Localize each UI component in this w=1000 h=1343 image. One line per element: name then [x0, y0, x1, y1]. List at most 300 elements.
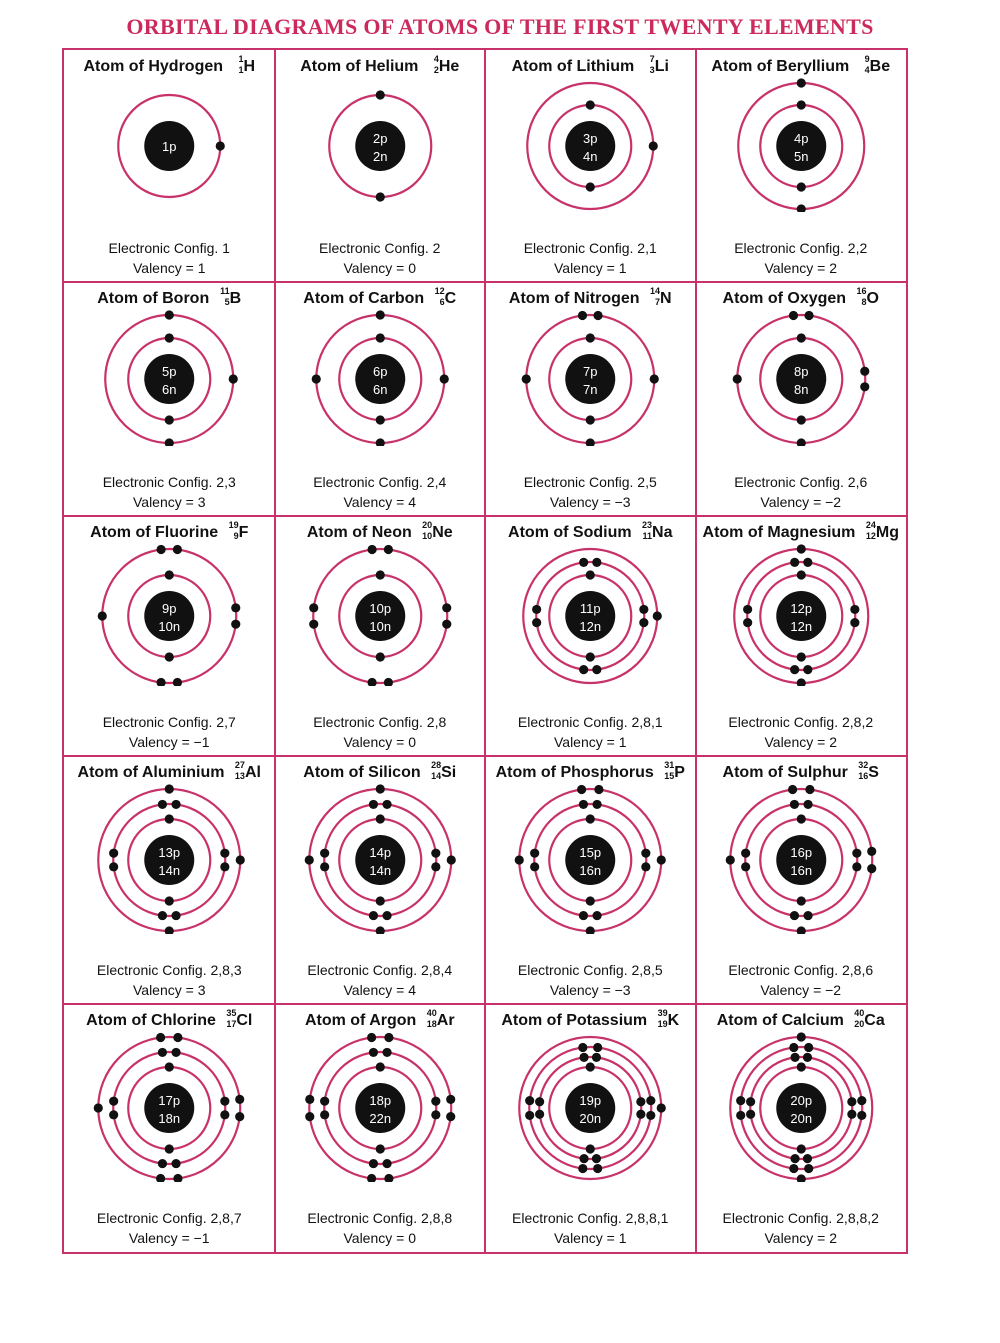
proton-count: 10p: [368, 601, 391, 616]
electron: [725, 855, 734, 864]
electron: [803, 558, 812, 567]
electron: [229, 374, 238, 383]
electron: [367, 678, 376, 686]
electron: [796, 678, 805, 686]
electron: [165, 926, 174, 934]
element-card: [485, 282, 696, 516]
electron: [375, 926, 384, 934]
electron: [796, 896, 805, 905]
electron: [593, 1164, 602, 1173]
element-name: Atom of Calcium: [716, 1012, 849, 1029]
proton-count: 18p: [368, 1093, 391, 1108]
electron: [320, 1110, 329, 1119]
atomic-number: 2: [433, 65, 439, 75]
atom-diagram: [485, 516, 696, 686]
neutron-count: 16n: [789, 863, 812, 878]
electronic-config: Electronic Config. 2,4: [313, 474, 447, 490]
neutron-count: 8n: [793, 382, 808, 397]
electron: [796, 415, 805, 424]
electron: [236, 855, 245, 864]
electron: [320, 1097, 329, 1106]
electron: [235, 1112, 244, 1121]
atom-diagram: [485, 282, 696, 446]
mass-number: 39: [657, 1008, 668, 1018]
atomic-number: 15: [664, 771, 675, 781]
electron: [789, 911, 798, 920]
electron: [641, 849, 650, 858]
electron: [857, 1111, 866, 1120]
electron: [171, 1048, 180, 1057]
element-name: Atom of Nitrogen: [508, 290, 645, 307]
atomic-number: 11: [642, 531, 653, 541]
electron: [847, 1110, 856, 1119]
electron: [803, 911, 812, 920]
valency: Valency = 0: [343, 1230, 416, 1246]
element-name: Atom of Chlorine: [86, 1012, 221, 1029]
element-name: Atom of Fluorine: [90, 524, 223, 541]
mass-number: 27: [234, 760, 245, 770]
electron: [639, 618, 648, 627]
electron: [743, 618, 752, 627]
electron: [592, 558, 601, 567]
neutron-count: 6n: [372, 382, 387, 397]
element-name: Atom of Beryllium: [711, 58, 854, 75]
electron: [579, 1154, 588, 1163]
electron: [311, 374, 320, 383]
element-symbol: H: [243, 58, 256, 75]
electron: [789, 800, 798, 809]
proton-count: 7p: [583, 364, 598, 379]
electronic-config: Electronic Config. 2,8,5: [517, 962, 663, 978]
atom-diagram: [485, 1004, 696, 1182]
valency: Valency = 4: [343, 494, 416, 510]
valency: Valency = 1: [553, 734, 627, 750]
element-symbol: B: [229, 290, 242, 307]
atomic-number: 8: [861, 297, 867, 307]
element-symbol: He: [438, 58, 460, 75]
electron: [594, 785, 603, 794]
element-name: Atom of Carbon: [303, 290, 429, 307]
valency: Valency = 3: [132, 982, 206, 998]
atomic-number: 1: [238, 65, 244, 75]
electron: [578, 1043, 587, 1052]
mass-number: 40: [854, 1008, 865, 1018]
element-name: Atom of Silicon: [303, 764, 426, 781]
electron: [586, 1144, 595, 1153]
electron: [790, 1053, 799, 1062]
electron: [156, 545, 165, 554]
atom-diagram: [275, 516, 486, 686]
electron: [309, 620, 318, 629]
valency: Valency = −2: [760, 494, 842, 510]
element-name: Atom of Magnesium: [702, 524, 860, 541]
electron: [158, 1048, 167, 1057]
electron: [789, 1043, 798, 1052]
electron: [173, 545, 182, 554]
element-symbol: Cl: [236, 1012, 253, 1029]
electron: [235, 1095, 244, 1104]
atom-diagram: [64, 756, 275, 934]
electron: [525, 1096, 534, 1105]
electron: [158, 911, 167, 920]
proton-count: 2p: [372, 131, 387, 146]
electron: [796, 814, 805, 823]
atomic-number: 10: [422, 531, 433, 541]
valency: Valency = 1: [553, 1230, 627, 1246]
atomic-number: 19: [657, 1019, 668, 1029]
electron: [649, 141, 658, 150]
electron: [586, 652, 595, 661]
electron: [305, 1095, 314, 1104]
atomic-number: 16: [858, 771, 869, 781]
element-symbol: Al: [244, 764, 261, 781]
electron: [850, 605, 859, 614]
electron: [796, 570, 805, 579]
proton-count: 15p: [579, 845, 602, 860]
electron: [586, 438, 595, 446]
electron: [579, 911, 588, 920]
electron: [796, 182, 805, 191]
electron: [220, 1110, 229, 1119]
electron: [304, 855, 313, 864]
valency: Valency = 2: [764, 260, 837, 276]
element-card: [696, 756, 907, 1004]
atomic-number: 18: [426, 1019, 437, 1029]
electron: [579, 800, 588, 809]
element-symbol: S: [868, 764, 879, 781]
electronic-config: Electronic Config. 2,3: [102, 474, 236, 490]
electron: [216, 141, 225, 150]
element-name: Atom of Boron: [97, 290, 214, 307]
electron: [592, 1154, 601, 1163]
electron: [431, 1110, 440, 1119]
electron: [431, 862, 440, 871]
mass-number: 11: [220, 286, 230, 296]
electron: [165, 570, 174, 579]
electronic-config: Electronic Config. 2,8,8,1: [512, 1210, 669, 1226]
element-name: Atom of Potassium: [501, 1012, 652, 1029]
neutron-count: 10n: [368, 619, 391, 634]
electron: [796, 1032, 805, 1041]
neutron-count: 22n: [368, 1111, 391, 1126]
electron: [368, 911, 377, 920]
electron: [382, 1048, 391, 1057]
electron: [383, 545, 392, 554]
electron: [579, 1053, 588, 1062]
electron: [787, 785, 796, 794]
electron: [796, 100, 805, 109]
electron: [796, 652, 805, 661]
valency: Valency = −3: [549, 494, 631, 510]
valency: Valency = 1: [132, 260, 206, 276]
electron: [384, 1174, 393, 1182]
electron: [636, 1110, 645, 1119]
electronic-config: Electronic Config. 2,7: [102, 714, 236, 730]
atom-diagram: [485, 756, 696, 934]
atom-diagram: [696, 516, 907, 686]
atomic-number: 12: [865, 531, 876, 541]
electronic-config: Electronic Config. 2,8,8: [307, 1210, 453, 1226]
electron: [586, 926, 595, 934]
element-card: [275, 516, 486, 756]
electron: [636, 1097, 645, 1106]
electron: [165, 333, 174, 342]
proton-count: 8p: [793, 364, 808, 379]
element-card: [275, 756, 486, 1004]
element-card: [696, 516, 907, 756]
electron: [442, 620, 451, 629]
electron: [220, 862, 229, 871]
electron: [439, 374, 448, 383]
electron: [593, 311, 602, 320]
electronic-config: Electronic Config. 2,5: [523, 474, 657, 490]
electron: [368, 1048, 377, 1057]
mass-number: 20: [422, 520, 433, 530]
electron: [158, 800, 167, 809]
electron: [375, 90, 384, 99]
element-card: [275, 282, 486, 516]
element-symbol: Be: [869, 58, 891, 75]
neutron-count: 12n: [579, 619, 602, 634]
mass-number: 40: [426, 1008, 437, 1018]
electron: [736, 1111, 745, 1120]
element-symbol: O: [866, 290, 879, 307]
electron: [530, 849, 539, 858]
proton-count: 4p: [793, 131, 808, 146]
electron: [796, 1144, 805, 1153]
electron: [165, 652, 174, 661]
element-card: [64, 516, 275, 756]
electron: [860, 367, 869, 376]
electron: [165, 1144, 174, 1153]
element-name: Atom of Oxygen: [722, 290, 851, 307]
electron: [802, 1154, 811, 1163]
electron: [375, 192, 384, 201]
mass-number: 35: [226, 1008, 237, 1018]
neutron-count: 14n: [368, 863, 391, 878]
element-name: Atom of Phosphorus: [495, 764, 659, 781]
element-name: Atom of Sulphur: [722, 764, 853, 781]
electron: [746, 1110, 755, 1119]
electron: [804, 1043, 813, 1052]
electron: [579, 558, 588, 567]
electron: [639, 605, 648, 614]
neutron-count: 7n: [583, 382, 598, 397]
valency: Valency = 0: [343, 260, 416, 276]
electron: [646, 1096, 655, 1105]
element-name: Atom of Hydrogen: [83, 58, 228, 75]
electron: [231, 620, 240, 629]
valency: Valency = −2: [760, 982, 842, 998]
atomic-number: 6: [439, 297, 445, 307]
electron: [158, 1159, 167, 1168]
electron: [592, 665, 601, 674]
electronic-config: Electronic Config. 2,8: [313, 714, 447, 730]
electron: [736, 1096, 745, 1105]
electron: [156, 1033, 165, 1042]
electron: [375, 1062, 384, 1071]
electron: [802, 1053, 811, 1062]
electron: [790, 1154, 799, 1163]
proton-count: 19p: [579, 1093, 602, 1108]
valency: Valency = 1: [553, 260, 627, 276]
element-card: [485, 516, 696, 756]
atom-diagram: [64, 516, 275, 686]
neutron-count: 14n: [158, 863, 181, 878]
electronic-config: Electronic Config. 2,8,1: [517, 714, 663, 730]
electron: [532, 618, 541, 627]
electron: [641, 862, 650, 871]
proton-count: 20p: [789, 1093, 812, 1108]
element-name: Atom of Neon: [306, 524, 417, 541]
electron: [790, 665, 799, 674]
electron: [156, 1174, 165, 1182]
element-grid: [62, 48, 908, 1254]
electronic-config: Electronic Config. 2: [319, 240, 441, 256]
element-card: [64, 756, 275, 1004]
neutron-count: 18n: [158, 1111, 181, 1126]
electronic-config: Electronic Config. 2,8,7: [96, 1210, 242, 1226]
element-symbol: Ne: [432, 524, 453, 541]
atomic-number: 4: [864, 65, 870, 75]
electron: [375, 570, 384, 579]
electron: [796, 544, 805, 553]
neutron-count: 12n: [789, 619, 812, 634]
mass-number: 12: [434, 286, 445, 296]
element-name: Atom of Argon: [304, 1012, 421, 1029]
electron: [375, 415, 384, 424]
electron: [796, 438, 805, 446]
neutron-count: 2n: [372, 149, 387, 164]
element-card: [485, 1004, 696, 1252]
atom-diagram: [275, 50, 486, 212]
electron: [657, 1103, 666, 1112]
electron: [231, 603, 240, 612]
atom-diagram: [275, 282, 486, 446]
atom-diagram: [275, 1004, 486, 1182]
electron: [320, 862, 329, 871]
electronic-config: Electronic Config. 2,6: [734, 474, 868, 490]
electron: [109, 849, 118, 858]
electron: [375, 310, 384, 319]
element-card: [696, 1004, 907, 1252]
electron: [803, 665, 812, 674]
electron: [165, 896, 174, 905]
electron: [366, 1174, 375, 1182]
electron: [796, 1174, 805, 1182]
electron: [586, 570, 595, 579]
element-symbol: P: [674, 764, 685, 781]
electron: [309, 603, 318, 612]
element-symbol: Li: [654, 58, 669, 75]
electron: [847, 1097, 856, 1106]
element-name: Atom of Lithium: [511, 58, 639, 75]
electron: [743, 605, 752, 614]
proton-count: 11p: [579, 601, 601, 616]
element-card: [64, 50, 275, 282]
element-name: Atom of Aluminium: [77, 764, 229, 781]
electron: [578, 311, 587, 320]
electron: [579, 665, 588, 674]
proton-count: 6p: [372, 364, 387, 379]
electron: [305, 1112, 314, 1121]
electron: [171, 1159, 180, 1168]
page-title: ORBITAL DIAGRAMS OF ATOMS OF THE FIRST TWENTY ELEMENTS: [126, 14, 874, 39]
electron: [522, 374, 531, 383]
atomic-number: 5: [224, 297, 230, 307]
electron: [431, 1097, 440, 1106]
electron: [796, 1062, 805, 1071]
proton-count: 1p: [162, 139, 177, 154]
proton-count: 13p: [158, 845, 181, 860]
electron: [732, 374, 741, 383]
atomic-number: 3: [649, 65, 655, 75]
electron: [788, 311, 797, 320]
electronic-config: Electronic Config. 1: [108, 240, 230, 256]
electron: [109, 1097, 118, 1106]
element-card: [696, 282, 907, 516]
electron: [442, 603, 451, 612]
proton-count: 14p: [368, 845, 391, 860]
electron: [375, 438, 384, 446]
element-name: Atom of Helium: [300, 58, 423, 75]
proton-count: 9p: [162, 601, 177, 616]
electronic-config: Electronic Config. 2,8,8,2: [722, 1210, 879, 1226]
electron: [368, 1159, 377, 1168]
valency: Valency = −3: [549, 982, 631, 998]
valency: Valency = 0: [343, 734, 416, 750]
electron: [850, 618, 859, 627]
electron: [586, 415, 595, 424]
electron: [375, 896, 384, 905]
electron: [165, 784, 174, 793]
electron: [796, 204, 805, 212]
atomic-number: 9: [233, 531, 239, 541]
electron: [532, 605, 541, 614]
electron: [796, 78, 805, 87]
neutron-count: 4n: [583, 149, 598, 164]
valency: Valency = 2: [764, 1230, 837, 1246]
element-card: [64, 1004, 275, 1252]
element-symbol: F: [238, 524, 249, 541]
element-card: [485, 50, 696, 282]
electron: [446, 1095, 455, 1104]
element-symbol: Si: [441, 764, 457, 781]
electron: [535, 1110, 544, 1119]
electron: [804, 1164, 813, 1173]
atomic-number: 7: [655, 297, 661, 307]
valency: Valency = −1: [128, 734, 210, 750]
electron: [796, 926, 805, 934]
element-card: [64, 282, 275, 516]
electron: [789, 1164, 798, 1173]
electron: [165, 310, 174, 319]
electronic-config: Electronic Config. 2,2: [734, 240, 868, 256]
electron: [375, 652, 384, 661]
neutron-count: 20n: [579, 1111, 602, 1126]
electron: [156, 678, 165, 686]
electron: [867, 864, 876, 873]
element-symbol: Ar: [436, 1012, 455, 1029]
electron: [515, 855, 524, 864]
electron: [368, 800, 377, 809]
element-symbol: Mg: [875, 524, 899, 541]
proton-count: 3p: [583, 131, 598, 146]
electron: [804, 311, 813, 320]
electron: [803, 800, 812, 809]
neutron-count: 20n: [789, 1111, 812, 1126]
electron: [94, 1103, 103, 1112]
